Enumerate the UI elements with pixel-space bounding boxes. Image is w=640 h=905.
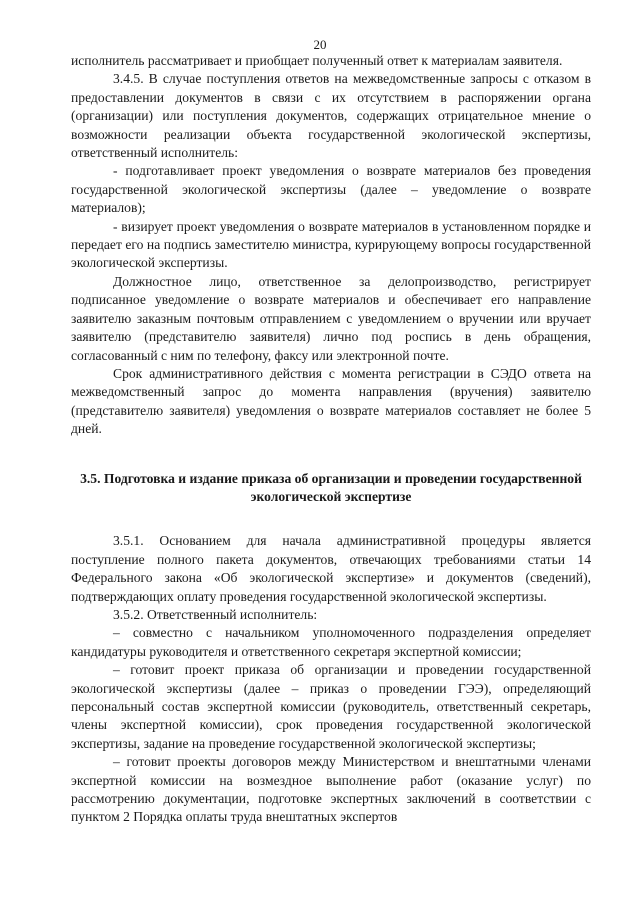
list-item: – готовит проекты договоров между Министерством и внештатными членами экспертной комиссии на возмездное выполнение работ (оказание услуг) по рассмотрению документации, подготовке экспертных заключений в соответствии с пунктом 2 Порядка оплаты труда внештатных экспертов — [71, 754, 591, 825]
page-body — [71, 52, 591, 827]
list-item: – совместно с начальником уполномоченного подразделения определяет кандидатуры руководителя и ответственного секретаря экспертной комиссии; — [71, 625, 591, 659]
list-item: - визирует проект уведомления о возврате материалов в установленном порядке и передает его на подпись заместителю министра, курирующему вопросы государственной экологической экспертизы. — [71, 218, 591, 271]
page-number: 20 — [313, 37, 327, 52]
list-item: - подготавливает проект уведомления о возврате материалов без проведения государственной экологической экспертизы (далее – уведомление о возврате материалов); — [71, 163, 591, 216]
paragraph: Срок административного действия с момента регистрации в СЭДО ответа на межведомственный запрос до момента направления (вручения) заявителю (представителю заявителя) уведомления о возврате материалов составляет не более 5 дней. — [71, 365, 591, 437]
paragraph: 3.5.2. Ответственный исполнитель: — [113, 606, 318, 622]
paragraph: исполнитель рассматривает и приобщает полученный ответ к материалам заявителя. — [71, 53, 563, 68]
paragraph: 3.4.5. В случае поступления ответов на межведомственные запросы с отказом в предоставлении документов в связи с их отсутствием в распоряжении органа (организации) или поступления документов, содержащих отрицательное мнение о возможности реализации объекта государственной экологической экспертизы, ответственный исполнитель: — [71, 71, 591, 161]
spacer — [71, 439, 591, 470]
paragraph: Должностное лицо, ответственное за делопроизводство, регистрирует подписанное уведомление о возврате материалов и обеспечивает его направление заявителю заказным почтовым отправлением с уведомлением о вручении или вручает заявителю (представителю заявителя) лично под роспись в день обращения, согласованный с ним по телефону, факсу или электронной почте. — [71, 273, 591, 363]
section-heading: 3.5. Подготовка и издание приказа об организации и проведении государственной экологической экспертизе — [80, 470, 582, 504]
list-item: – готовит проект приказа об организации и проведении государственной экологической экспертизы (далее – приказ о проведении ГЭЭ), определяющий персональный состав экспертной комиссии (руководитель, ответственный секретарь, члены экспертной комиссии), срок проведения государственной экологической экспертизы, задание на проведение государственной экологической экспертизы; — [71, 662, 591, 751]
paragraph: 3.5.1. Основанием для начала административной процедуры является поступление полного пакета документов, отвечающих требованиями статьи 14 Федерального закона «Об экологической экспертизе» и документов (сведений), подтверждающих оплату проведения государственной экологической экспертизы. — [71, 533, 591, 604]
spacer — [71, 506, 591, 532]
